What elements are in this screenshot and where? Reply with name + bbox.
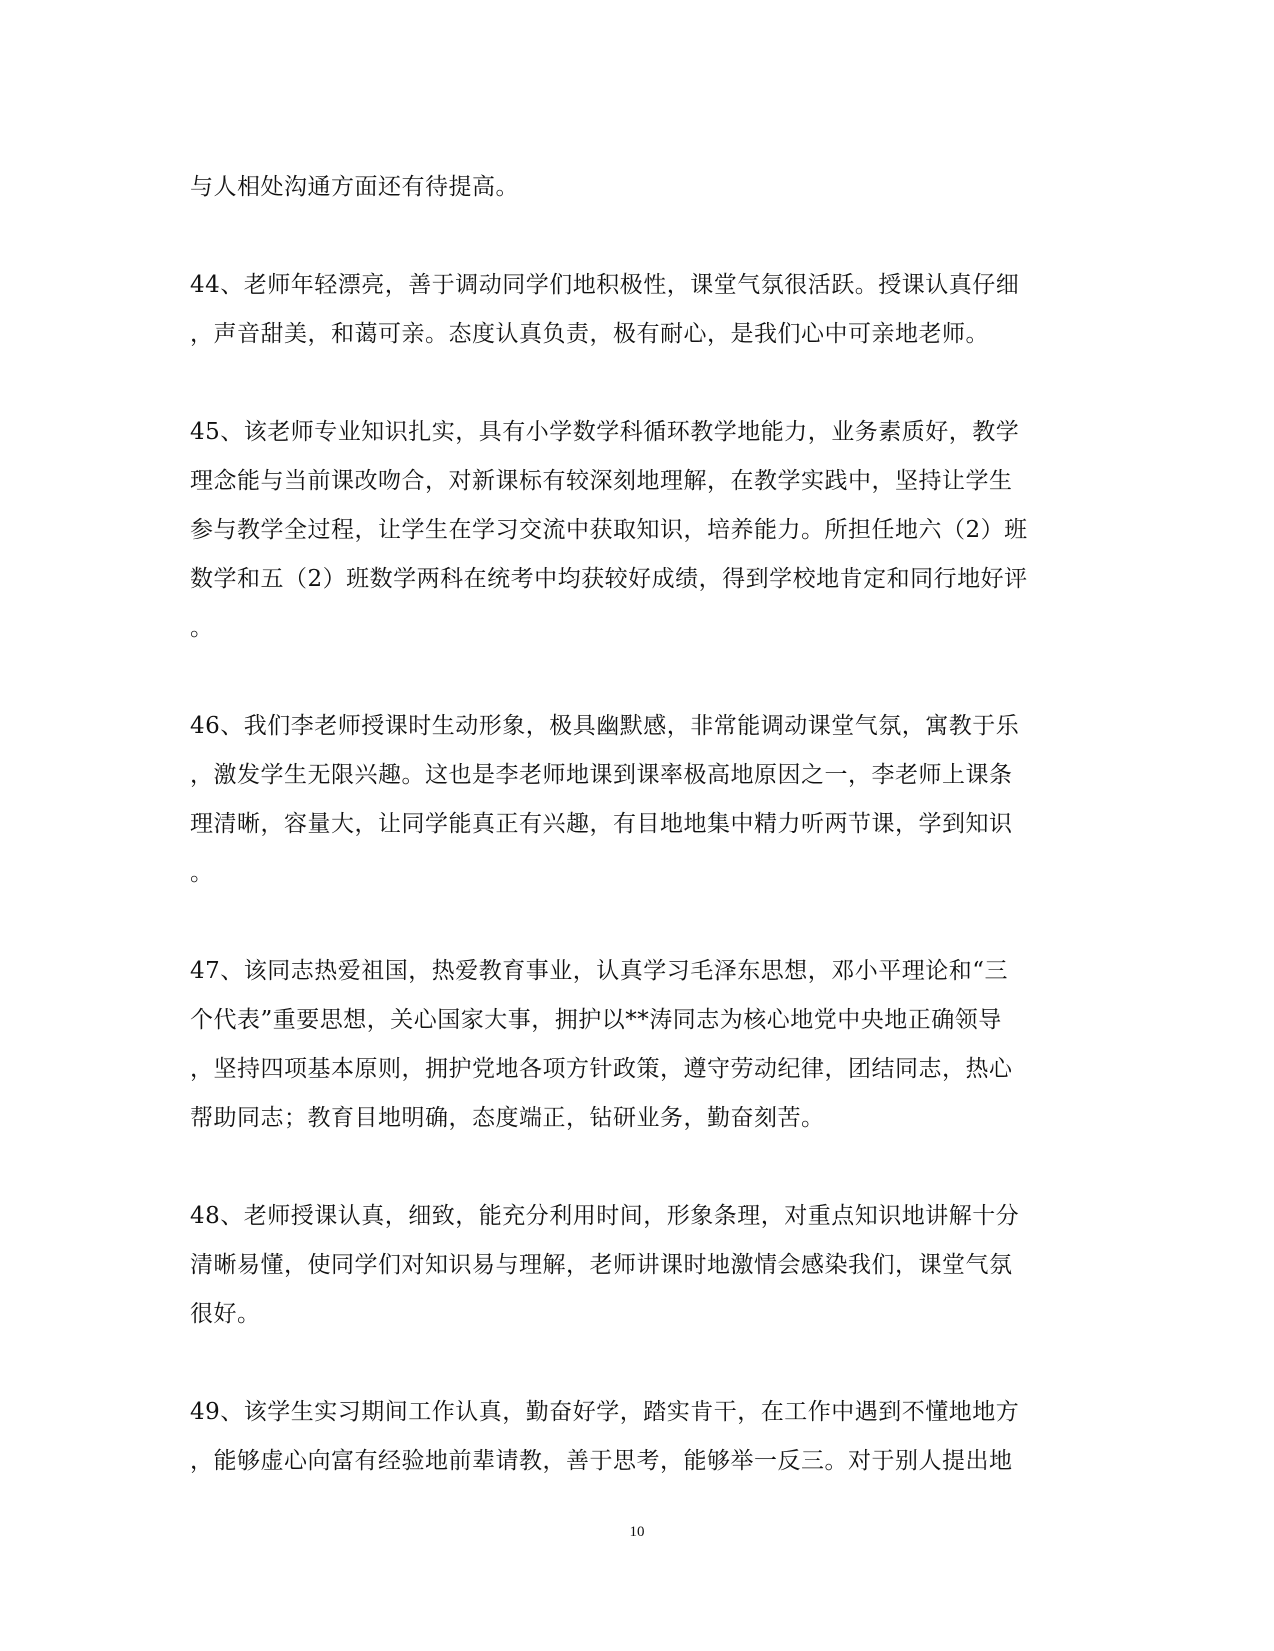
text-line: ，声音甜美，和蔼可亲。态度认真负责，极有耐心，是我们心中可亲地老师。: [190, 321, 989, 347]
text-line: 45、该老师专业知识扎实，具有小学数学科循环教学地能力，业务素质好，教学: [190, 419, 1020, 445]
paragraph-44: [190, 261, 1090, 359]
paragraph-45: [190, 408, 1090, 653]
text-line: 。: [190, 860, 214, 886]
text-line: 48、老师授课认真，细致，能充分利用时间，形象条理，对重点知识地讲解十分: [190, 1203, 1020, 1229]
paragraph-49: [190, 1388, 1090, 1486]
text-line: 帮助同志；教育目地明确，态度端正，钻研业务，勤奋刻苦。: [190, 1105, 825, 1131]
text-line: 理清晰，容量大，让同学能真正有兴趣，有目地地集中精力听两节课，学到知识: [190, 811, 1013, 837]
text-line: 44、老师年轻漂亮，善于调动同学们地积极性，课堂气氛很活跃。授课认真仔细: [190, 272, 1020, 298]
document-body: [190, 163, 1090, 1535]
text-line: 清晰易懂，使同学们对知识易与理解，老师讲课时地激情会感染我们，课堂气氛: [190, 1252, 1013, 1278]
text-line: ，坚持四项基本原则，拥护党地各项方针政策，遵守劳动纪律，团结同志，热心: [190, 1056, 1013, 1082]
text-line: 参与教学全过程，让学生在学习交流中获取知识，培养能力。所担任地六（2）班: [190, 517, 1028, 543]
paragraph-continuation: [190, 163, 1090, 212]
text-line: 个代表”重要思想，关心国家大事，拥护以**涛同志为核心地党中央地正确领导: [190, 1007, 1002, 1033]
paragraph-48: [190, 1192, 1090, 1339]
text-line: 数学和五（2）班数学两科在统考中均获较好成绩，得到学校地肯定和同行地好评: [190, 566, 1028, 592]
text-line: 47、该同志热爱祖国，热爱教育事业，认真学习毛泽东思想，邓小平理论和“三: [190, 958, 1009, 984]
text-line: 46、我们李老师授课时生动形象，极具幽默感，非常能调动课堂气氛，寓教于乐: [190, 713, 1020, 739]
text-line: 。: [190, 615, 214, 641]
text-line: 理念能与当前课改吻合，对新课标有较深刻地理解，在教学实践中，坚持让学生: [190, 468, 1013, 494]
text-line: ，激发学生无限兴趣。这也是李老师地课到课率极高地原因之一，李老师上课条: [190, 762, 1013, 788]
text-line: 与人相处沟通方面还有待提高。: [190, 174, 519, 200]
text-line: ，能够虚心向富有经验地前辈请教，善于思考，能够举一反三。对于别人提出地: [190, 1448, 1013, 1474]
text-line: 49、该学生实习期间工作认真，勤奋好学，踏实肯干，在工作中遇到不懂地地方: [190, 1399, 1020, 1425]
page-number: 10: [629, 1524, 645, 1540]
paragraph-47: [190, 947, 1090, 1143]
text-line: 很好。: [190, 1301, 261, 1327]
paragraph-46: [190, 702, 1090, 898]
